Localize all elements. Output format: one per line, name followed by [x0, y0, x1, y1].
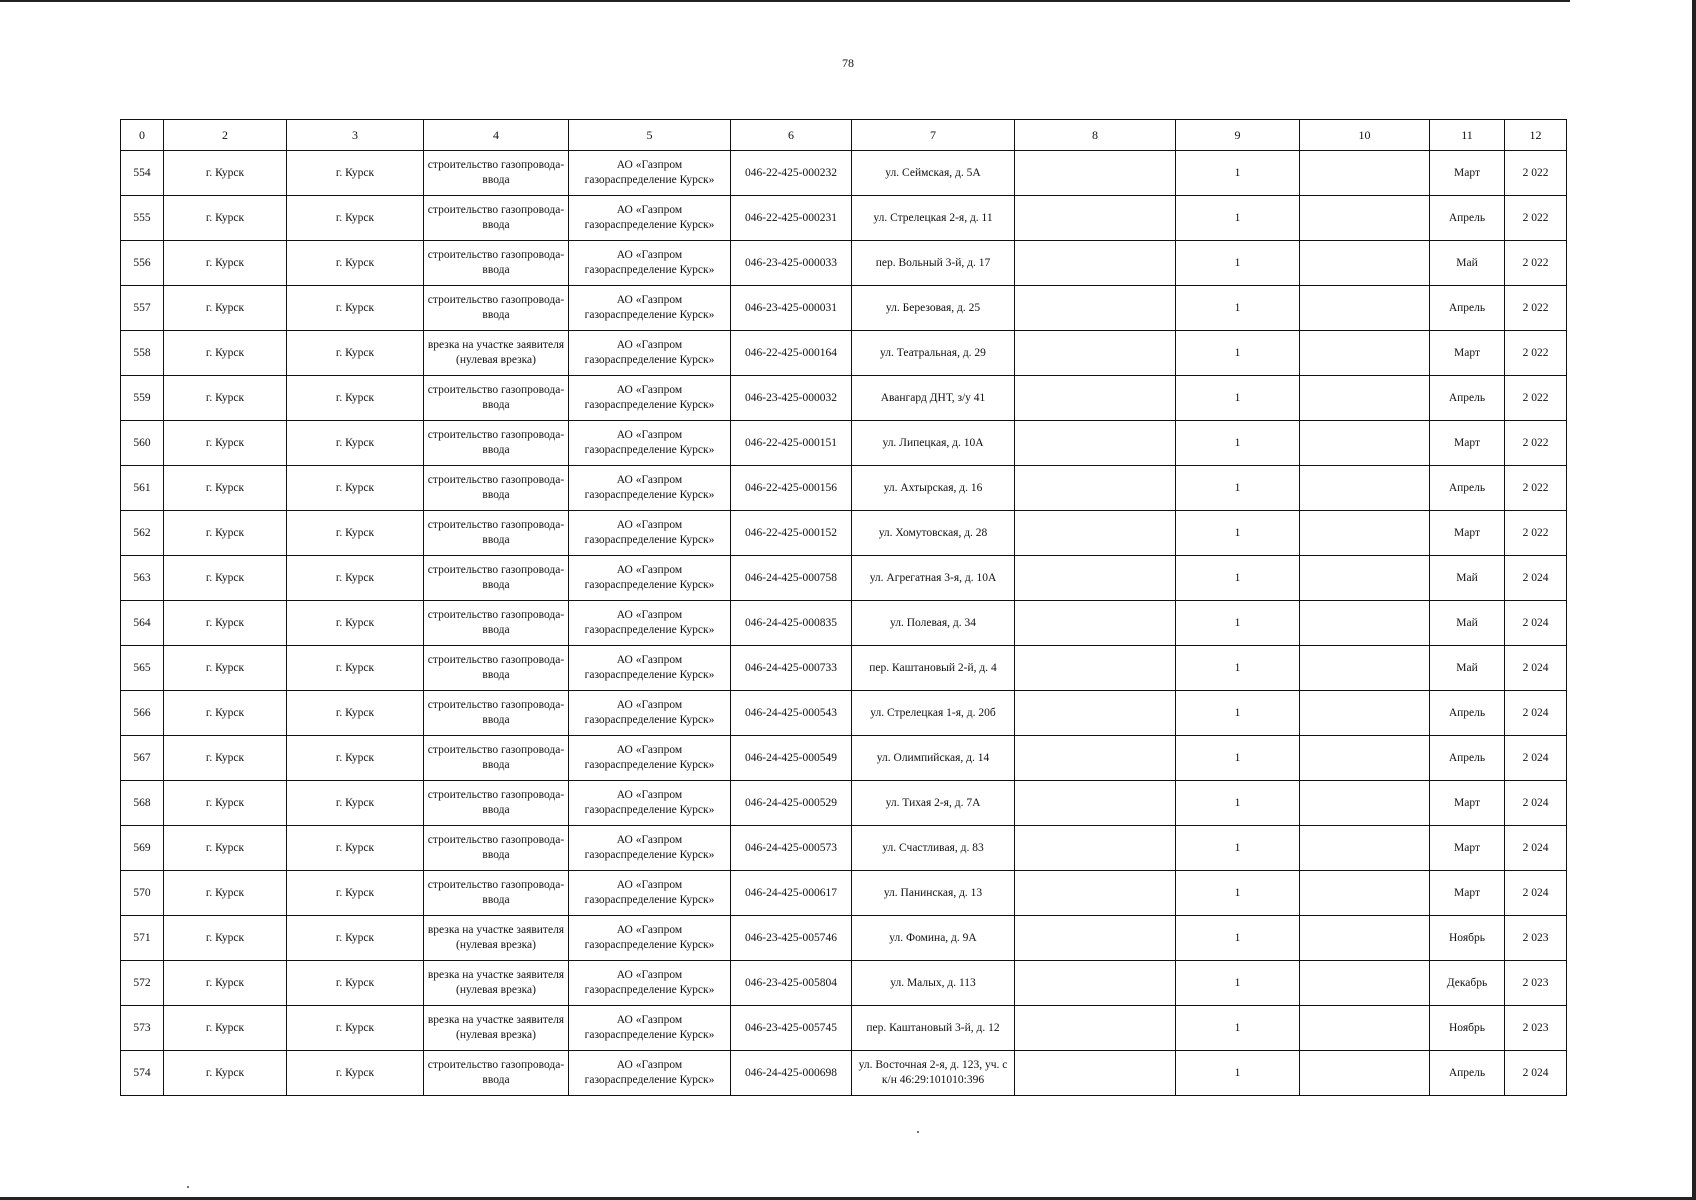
table-row [121, 556, 1567, 601]
cell-col-8 [1015, 196, 1176, 241]
cell-settlement: г. Курск [287, 151, 424, 196]
table-row [121, 421, 1567, 466]
cell-row-number: 564 [121, 601, 164, 646]
cell-region: г. Курск [164, 331, 287, 376]
column-header-count: 9 [1176, 120, 1300, 151]
cell-region: г. Курск [164, 1006, 287, 1051]
cell-region: г. Курск [164, 736, 287, 781]
cell-col-8 [1015, 466, 1176, 511]
cell-region: г. Курск [164, 646, 287, 691]
cell-col-8 [1015, 826, 1176, 871]
cell-row-number: 558 [121, 331, 164, 376]
cell-month: Апрель [1430, 196, 1505, 241]
cell-application-number: 046-24-425-000758 [731, 556, 852, 601]
cell-row-number: 563 [121, 556, 164, 601]
cell-address: ул. Олимпийская, д. 14 [852, 736, 1015, 781]
scan-speck [187, 1186, 189, 1188]
cell-work-type: строительство газопровода-ввода [424, 376, 569, 421]
cell-year: 2 023 [1505, 916, 1567, 961]
cell-settlement: г. Курск [287, 376, 424, 421]
cell-col-10 [1300, 781, 1430, 826]
cell-count: 1 [1176, 1006, 1300, 1051]
cell-address: ул. Фомина, д. 9А [852, 916, 1015, 961]
cell-application-number: 046-24-425-000617 [731, 871, 852, 916]
cell-month: Декабрь [1430, 961, 1505, 1006]
cell-month: Май [1430, 601, 1505, 646]
cell-count: 1 [1176, 691, 1300, 736]
table-row [121, 196, 1567, 241]
cell-count: 1 [1176, 376, 1300, 421]
table-row [121, 736, 1567, 781]
cell-address: пер. Каштановый 3-й, д. 12 [852, 1006, 1015, 1051]
cell-settlement: г. Курск [287, 421, 424, 466]
cell-application-number: 046-24-425-000543 [731, 691, 852, 736]
column-header-address: 7 [852, 120, 1015, 151]
cell-month: Апрель [1430, 691, 1505, 736]
cell-address: ул. Сеймская, д. 5А [852, 151, 1015, 196]
cell-col-8 [1015, 691, 1176, 736]
cell-count: 1 [1176, 196, 1300, 241]
cell-organization: АО «Газпром газораспределение Курск» [569, 241, 731, 286]
cell-col-10 [1300, 961, 1430, 1006]
cell-col-10 [1300, 1006, 1430, 1051]
cell-application-number: 046-24-425-000573 [731, 826, 852, 871]
cell-region: г. Курск [164, 1051, 287, 1096]
cell-month: Апрель [1430, 1051, 1505, 1096]
cell-work-type: строительство газопровода-ввода [424, 466, 569, 511]
cell-year: 2 024 [1505, 781, 1567, 826]
cell-col-8 [1015, 286, 1176, 331]
cell-settlement: г. Курск [287, 556, 424, 601]
cell-col-8 [1015, 871, 1176, 916]
table-row [121, 511, 1567, 556]
cell-work-type: строительство газопровода-ввода [424, 871, 569, 916]
column-header-organization: 5 [569, 120, 731, 151]
cell-col-8 [1015, 556, 1176, 601]
cell-col-10 [1300, 916, 1430, 961]
table-header [121, 120, 1567, 151]
cell-settlement: г. Курск [287, 781, 424, 826]
column-header-application-number: 6 [731, 120, 852, 151]
page-number: 78 [842, 56, 854, 70]
cell-application-number: 046-23-425-000031 [731, 286, 852, 331]
cell-organization: АО «Газпром газораспределение Курск» [569, 286, 731, 331]
cell-year: 2 024 [1505, 601, 1567, 646]
cell-settlement: г. Курск [287, 466, 424, 511]
table-row [121, 916, 1567, 961]
cell-col-8 [1015, 376, 1176, 421]
cell-month: Март [1430, 421, 1505, 466]
cell-address: пер. Каштановый 2-й, д. 4 [852, 646, 1015, 691]
cell-region: г. Курск [164, 781, 287, 826]
table-row [121, 646, 1567, 691]
cell-col-8 [1015, 331, 1176, 376]
cell-count: 1 [1176, 781, 1300, 826]
table-row [121, 151, 1567, 196]
cell-year: 2 022 [1505, 466, 1567, 511]
cell-region: г. Курск [164, 871, 287, 916]
cell-application-number: 046-24-425-000549 [731, 736, 852, 781]
cell-address: ул. Ахтырская, д. 16 [852, 466, 1015, 511]
table-body [121, 151, 1567, 1096]
cell-row-number: 560 [121, 421, 164, 466]
cell-count: 1 [1176, 826, 1300, 871]
cell-count: 1 [1176, 241, 1300, 286]
cell-row-number: 568 [121, 781, 164, 826]
cell-count: 1 [1176, 421, 1300, 466]
table-row [121, 331, 1567, 376]
cell-col-10 [1300, 871, 1430, 916]
cell-col-10 [1300, 151, 1430, 196]
cell-region: г. Курск [164, 466, 287, 511]
cell-col-10 [1300, 241, 1430, 286]
cell-year: 2 022 [1505, 241, 1567, 286]
cell-year: 2 024 [1505, 736, 1567, 781]
cell-month: Март [1430, 781, 1505, 826]
column-header-col-8: 8 [1015, 120, 1176, 151]
cell-settlement: г. Курск [287, 961, 424, 1006]
cell-year: 2 022 [1505, 286, 1567, 331]
table-row [121, 241, 1567, 286]
cell-organization: АО «Газпром газораспределение Курск» [569, 826, 731, 871]
cell-application-number: 046-22-425-000152 [731, 511, 852, 556]
cell-year: 2 022 [1505, 151, 1567, 196]
cell-application-number: 046-22-425-000231 [731, 196, 852, 241]
cell-year: 2 022 [1505, 376, 1567, 421]
cell-settlement: г. Курск [287, 331, 424, 376]
cell-col-10 [1300, 826, 1430, 871]
cell-address: ул. Театральная, д. 29 [852, 331, 1015, 376]
cell-year: 2 024 [1505, 556, 1567, 601]
cell-application-number: 046-24-425-000733 [731, 646, 852, 691]
cell-address: ул. Стрелецкая 2-я, д. 11 [852, 196, 1015, 241]
table-row [121, 961, 1567, 1006]
cell-col-10 [1300, 691, 1430, 736]
cell-row-number: 555 [121, 196, 164, 241]
cell-region: г. Курск [164, 826, 287, 871]
cell-settlement: г. Курск [287, 646, 424, 691]
cell-organization: АО «Газпром газораспределение Курск» [569, 781, 731, 826]
cell-organization: АО «Газпром газораспределение Курск» [569, 691, 731, 736]
column-header-month: 11 [1430, 120, 1505, 151]
cell-settlement: г. Курск [287, 871, 424, 916]
column-header-work-type: 4 [424, 120, 569, 151]
cell-col-10 [1300, 601, 1430, 646]
cell-organization: АО «Газпром газораспределение Курск» [569, 511, 731, 556]
cell-work-type: строительство газопровода-ввода [424, 1051, 569, 1096]
cell-work-type: врезка на участке заявителя (нулевая врезка) [424, 961, 569, 1006]
column-header-col-10: 10 [1300, 120, 1430, 151]
cell-col-10 [1300, 1051, 1430, 1096]
cell-month: Апрель [1430, 736, 1505, 781]
cell-settlement: г. Курск [287, 916, 424, 961]
table-row [121, 466, 1567, 511]
cell-organization: АО «Газпром газораспределение Курск» [569, 961, 731, 1006]
cell-row-number: 556 [121, 241, 164, 286]
cell-organization: АО «Газпром газораспределение Курск» [569, 916, 731, 961]
cell-col-8 [1015, 241, 1176, 286]
cell-col-8 [1015, 601, 1176, 646]
cell-count: 1 [1176, 556, 1300, 601]
cell-application-number: 046-22-425-000156 [731, 466, 852, 511]
cell-settlement: г. Курск [287, 1006, 424, 1051]
cell-organization: АО «Газпром газораспределение Курск» [569, 376, 731, 421]
cell-work-type: строительство газопровода-ввода [424, 736, 569, 781]
cell-organization: АО «Газпром газораспределение Курск» [569, 556, 731, 601]
cell-month: Март [1430, 826, 1505, 871]
cell-work-type: строительство газопровода-ввода [424, 511, 569, 556]
cell-count: 1 [1176, 736, 1300, 781]
scan-speck [917, 1131, 919, 1133]
cell-application-number: 046-24-425-000835 [731, 601, 852, 646]
cell-col-10 [1300, 511, 1430, 556]
cell-work-type: врезка на участке заявителя (нулевая врезка) [424, 916, 569, 961]
cell-region: г. Курск [164, 196, 287, 241]
cell-work-type: врезка на участке заявителя (нулевая врезка) [424, 1006, 569, 1051]
cell-application-number: 046-24-425-000698 [731, 1051, 852, 1096]
cell-work-type: строительство газопровода-ввода [424, 421, 569, 466]
cell-count: 1 [1176, 961, 1300, 1006]
cell-row-number: 561 [121, 466, 164, 511]
cell-count: 1 [1176, 601, 1300, 646]
cell-month: Апрель [1430, 286, 1505, 331]
cell-col-10 [1300, 421, 1430, 466]
cell-col-8 [1015, 916, 1176, 961]
cell-work-type: строительство газопровода-ввода [424, 826, 569, 871]
cell-month: Ноябрь [1430, 916, 1505, 961]
cell-address: ул. Хомутовская, д. 28 [852, 511, 1015, 556]
cell-count: 1 [1176, 151, 1300, 196]
cell-region: г. Курск [164, 376, 287, 421]
cell-settlement: г. Курск [287, 601, 424, 646]
cell-address: ул. Тихая 2-я, д. 7А [852, 781, 1015, 826]
cell-row-number: 565 [121, 646, 164, 691]
cell-organization: АО «Газпром газораспределение Курск» [569, 871, 731, 916]
cell-col-8 [1015, 781, 1176, 826]
cell-col-10 [1300, 286, 1430, 331]
cell-month: Ноябрь [1430, 1006, 1505, 1051]
cell-col-10 [1300, 376, 1430, 421]
cell-address: ул. Полевая, д. 34 [852, 601, 1015, 646]
cell-settlement: г. Курск [287, 511, 424, 556]
cell-application-number: 046-22-425-000151 [731, 421, 852, 466]
cell-region: г. Курск [164, 961, 287, 1006]
cell-month: Апрель [1430, 376, 1505, 421]
header-row [121, 120, 1567, 151]
cell-region: г. Курск [164, 601, 287, 646]
cell-year: 2 024 [1505, 871, 1567, 916]
cell-settlement: г. Курск [287, 1051, 424, 1096]
cell-month: Март [1430, 331, 1505, 376]
cell-organization: АО «Газпром газораспределение Курск» [569, 601, 731, 646]
cell-work-type: врезка на участке заявителя (нулевая врезка) [424, 331, 569, 376]
table-row [121, 826, 1567, 871]
table-row [121, 376, 1567, 421]
cell-address: ул. Березовая, д. 25 [852, 286, 1015, 331]
registry-table [120, 119, 1567, 1096]
cell-count: 1 [1176, 646, 1300, 691]
cell-row-number: 570 [121, 871, 164, 916]
cell-region: г. Курск [164, 556, 287, 601]
cell-region: г. Курск [164, 151, 287, 196]
cell-region: г. Курск [164, 691, 287, 736]
cell-application-number: 046-23-425-000032 [731, 376, 852, 421]
scan-border-right [1692, 0, 1696, 1200]
cell-col-8 [1015, 511, 1176, 556]
cell-region: г. Курск [164, 916, 287, 961]
cell-year: 2 023 [1505, 961, 1567, 1006]
cell-row-number: 572 [121, 961, 164, 1006]
cell-row-number: 569 [121, 826, 164, 871]
cell-row-number: 554 [121, 151, 164, 196]
cell-year: 2 024 [1505, 1051, 1567, 1096]
cell-work-type: строительство газопровода-ввода [424, 286, 569, 331]
cell-organization: АО «Газпром газораспределение Курск» [569, 421, 731, 466]
cell-work-type: строительство газопровода-ввода [424, 196, 569, 241]
cell-settlement: г. Курск [287, 286, 424, 331]
cell-work-type: строительство газопровода-ввода [424, 151, 569, 196]
cell-year: 2 024 [1505, 691, 1567, 736]
cell-month: Май [1430, 556, 1505, 601]
cell-count: 1 [1176, 1051, 1300, 1096]
cell-count: 1 [1176, 871, 1300, 916]
cell-year: 2 022 [1505, 511, 1567, 556]
cell-organization: АО «Газпром газораспределение Курск» [569, 736, 731, 781]
cell-organization: АО «Газпром газораспределение Курск» [569, 646, 731, 691]
table-row [121, 1051, 1567, 1096]
column-header-year: 12 [1505, 120, 1567, 151]
cell-work-type: строительство газопровода-ввода [424, 556, 569, 601]
cell-month: Апрель [1430, 466, 1505, 511]
cell-year: 2 022 [1505, 331, 1567, 376]
cell-row-number: 557 [121, 286, 164, 331]
cell-address: пер. Вольный 3-й, д. 17 [852, 241, 1015, 286]
cell-organization: АО «Газпром газораспределение Курск» [569, 331, 731, 376]
cell-settlement: г. Курск [287, 691, 424, 736]
cell-row-number: 566 [121, 691, 164, 736]
cell-settlement: г. Курск [287, 826, 424, 871]
scan-border-top [0, 0, 1570, 2]
cell-organization: АО «Газпром газораспределение Курск» [569, 466, 731, 511]
cell-col-10 [1300, 466, 1430, 511]
cell-address: ул. Агрегатная 3-я, д. 10А [852, 556, 1015, 601]
cell-work-type: строительство газопровода-ввода [424, 691, 569, 736]
cell-address: ул. Стрелецкая 1-я, д. 20б [852, 691, 1015, 736]
cell-year: 2 023 [1505, 1006, 1567, 1051]
cell-month: Март [1430, 511, 1505, 556]
cell-address: Авангард ДНТ, з/у 41 [852, 376, 1015, 421]
cell-settlement: г. Курск [287, 196, 424, 241]
table-row [121, 601, 1567, 646]
cell-col-10 [1300, 556, 1430, 601]
cell-col-10 [1300, 331, 1430, 376]
cell-col-8 [1015, 646, 1176, 691]
table-row [121, 781, 1567, 826]
cell-year: 2 022 [1505, 196, 1567, 241]
cell-month: Май [1430, 646, 1505, 691]
cell-row-number: 574 [121, 1051, 164, 1096]
cell-col-8 [1015, 421, 1176, 466]
cell-col-10 [1300, 196, 1430, 241]
cell-application-number: 046-23-425-000033 [731, 241, 852, 286]
cell-region: г. Курск [164, 421, 287, 466]
cell-col-8 [1015, 961, 1176, 1006]
cell-count: 1 [1176, 916, 1300, 961]
cell-row-number: 571 [121, 916, 164, 961]
cell-region: г. Курск [164, 511, 287, 556]
table-row [121, 871, 1567, 916]
cell-address: ул. Липецкая, д. 10А [852, 421, 1015, 466]
cell-count: 1 [1176, 331, 1300, 376]
column-header-row-number: 0 [121, 120, 164, 151]
cell-application-number: 046-22-425-000232 [731, 151, 852, 196]
cell-organization: АО «Газпром газораспределение Курск» [569, 151, 731, 196]
cell-count: 1 [1176, 511, 1300, 556]
column-header-region: 2 [164, 120, 287, 151]
cell-year: 2 024 [1505, 826, 1567, 871]
cell-month: Май [1430, 241, 1505, 286]
cell-col-8 [1015, 151, 1176, 196]
cell-col-10 [1300, 736, 1430, 781]
cell-organization: АО «Газпром газораспределение Курск» [569, 1051, 731, 1096]
cell-year: 2 024 [1505, 646, 1567, 691]
cell-month: Март [1430, 871, 1505, 916]
cell-application-number: 046-23-425-005746 [731, 916, 852, 961]
cell-settlement: г. Курск [287, 736, 424, 781]
cell-month: Март [1430, 151, 1505, 196]
cell-count: 1 [1176, 466, 1300, 511]
cell-application-number: 046-24-425-000529 [731, 781, 852, 826]
table-row [121, 286, 1567, 331]
cell-application-number: 046-22-425-000164 [731, 331, 852, 376]
cell-count: 1 [1176, 286, 1300, 331]
cell-settlement: г. Курск [287, 241, 424, 286]
cell-col-10 [1300, 646, 1430, 691]
cell-col-8 [1015, 1051, 1176, 1096]
cell-address: ул. Восточная 2-я, д. 123, уч. с к/н 46:29:101010:396 [852, 1051, 1015, 1096]
cell-organization: АО «Газпром газораспределение Курск» [569, 196, 731, 241]
cell-work-type: строительство газопровода-ввода [424, 601, 569, 646]
cell-work-type: строительство газопровода-ввода [424, 781, 569, 826]
cell-region: г. Курск [164, 241, 287, 286]
cell-col-8 [1015, 736, 1176, 781]
column-header-settlement: 3 [287, 120, 424, 151]
table-row [121, 1006, 1567, 1051]
cell-application-number: 046-23-425-005804 [731, 961, 852, 1006]
cell-region: г. Курск [164, 286, 287, 331]
cell-row-number: 567 [121, 736, 164, 781]
cell-work-type: строительство газопровода-ввода [424, 241, 569, 286]
cell-row-number: 573 [121, 1006, 164, 1051]
cell-address: ул. Панинская, д. 13 [852, 871, 1015, 916]
cell-work-type: строительство газопровода-ввода [424, 646, 569, 691]
cell-address: ул. Малых, д. 113 [852, 961, 1015, 1006]
cell-application-number: 046-23-425-005745 [731, 1006, 852, 1051]
cell-row-number: 559 [121, 376, 164, 421]
table-row [121, 691, 1567, 736]
cell-year: 2 022 [1505, 421, 1567, 466]
cell-organization: АО «Газпром газораспределение Курск» [569, 1006, 731, 1051]
cell-address: ул. Счастливая, д. 83 [852, 826, 1015, 871]
cell-col-8 [1015, 1006, 1176, 1051]
cell-row-number: 562 [121, 511, 164, 556]
